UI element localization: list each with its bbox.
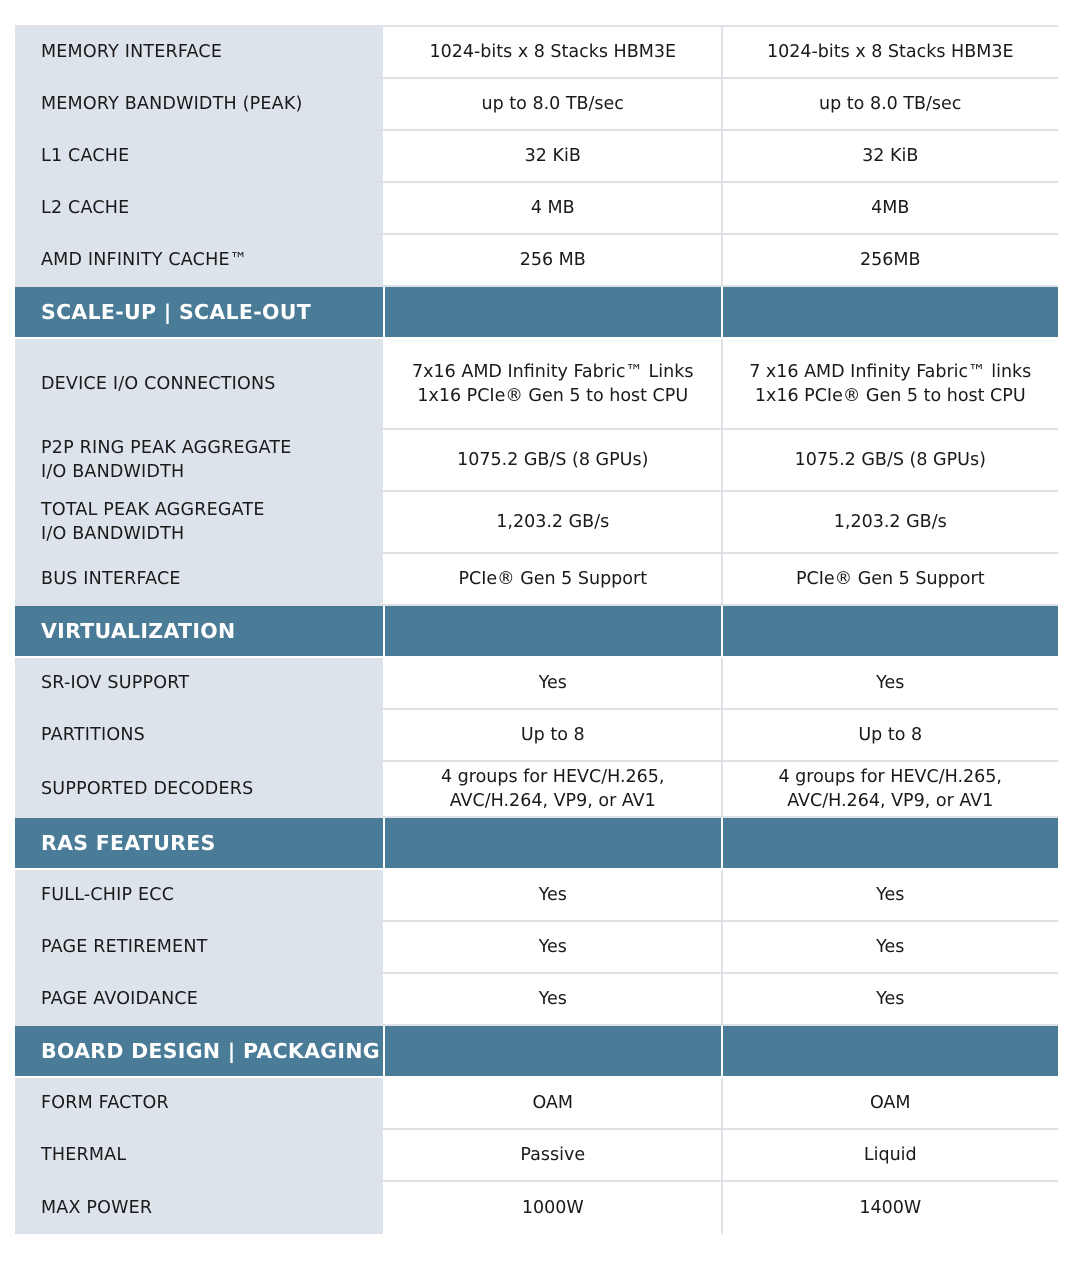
- value-col-1: 1000W: [385, 1182, 723, 1234]
- row-label: MEMORY INTERFACE: [15, 27, 385, 77]
- value-col-1: 1024-bits x 8 Stacks HBM3E: [385, 27, 723, 77]
- value-col-1: PCIe® Gen 5 Support: [385, 554, 723, 604]
- row-label: PAGE AVOIDANCE: [15, 974, 385, 1024]
- row-label: MEMORY BANDWIDTH (PEAK): [15, 79, 385, 129]
- row-label: MAX POWER: [15, 1182, 385, 1234]
- section-title: RAS FEATURES: [15, 818, 385, 868]
- table-row: [15, 1130, 1058, 1182]
- value-col-1: 256 MB: [385, 235, 723, 285]
- section-fill: [385, 818, 723, 868]
- spec-table: [15, 25, 1058, 1234]
- section-header: [15, 606, 1058, 658]
- value-col-1: 4 groups for HEVC/H.265, AVC/H.264, VP9, or AV1: [385, 762, 723, 816]
- value-col-2: Liquid: [863, 1145, 917, 1165]
- row-label: AMD INFINITY CACHE™: [15, 235, 385, 285]
- table-row: [15, 974, 1058, 1026]
- row-label: SUPPORTED DECODERS: [15, 762, 385, 816]
- table-row: [15, 870, 1058, 922]
- value-col-1: Yes: [385, 922, 723, 972]
- row-label: BUS INTERFACE: [15, 554, 385, 604]
- value-col-2: OAM: [869, 1093, 911, 1113]
- value-col-2: Yes: [876, 937, 905, 957]
- row-label: PARTITIONS: [15, 710, 385, 760]
- value-col-2: up to 8.0 TB/sec: [819, 94, 962, 114]
- table-row: [15, 430, 1058, 492]
- section-fill: [723, 606, 1059, 656]
- table-row: [15, 183, 1058, 235]
- value-col-1: Yes: [385, 658, 723, 708]
- table-row: [15, 922, 1058, 974]
- value-col-1: 32 KiB: [385, 131, 723, 181]
- section-fill: [723, 287, 1059, 337]
- value-col-2: Yes: [876, 989, 905, 1009]
- table-row: [15, 710, 1058, 762]
- table-row: [15, 1182, 1058, 1234]
- table-row: [15, 27, 1058, 79]
- value-col-1: up to 8.0 TB/sec: [385, 79, 723, 129]
- row-label: FULL-CHIP ECC: [15, 870, 385, 920]
- row-label: SR-IOV SUPPORT: [15, 658, 385, 708]
- table-row: [15, 235, 1058, 287]
- section-header: [15, 818, 1058, 870]
- table-row: [15, 762, 1058, 818]
- value-col-2: 1400W: [859, 1198, 922, 1218]
- section-title: SCALE-UP | SCALE-OUT: [15, 287, 385, 337]
- row-label: FORM FACTOR: [15, 1078, 385, 1128]
- table-row: [15, 79, 1058, 131]
- row-label: L1 CACHE: [15, 131, 385, 181]
- value-col-2: PCIe® Gen 5 Support: [795, 569, 985, 589]
- value-col-1: 1075.2 GB/S (8 GPUs): [385, 430, 723, 490]
- table-row: [15, 1078, 1058, 1130]
- value-col-2: 32 KiB: [862, 146, 919, 166]
- table-row: [15, 658, 1058, 710]
- value-col-1: 1,203.2 GB/s: [385, 492, 723, 552]
- section-header: [15, 287, 1058, 339]
- table-row: [15, 131, 1058, 183]
- value-col-1: Yes: [385, 870, 723, 920]
- table-row: [15, 554, 1058, 606]
- value-col-1: 7x16 AMD Infinity Fabric™ Links 1x16 PCIe® Gen 5 to host CPU: [385, 339, 723, 428]
- value-col-2: 1,203.2 GB/s: [833, 512, 947, 532]
- value-col-2: 1024-bits x 8 Stacks HBM3E: [766, 42, 1014, 62]
- value-col-2: Yes: [876, 885, 905, 905]
- value-col-1: 4 MB: [385, 183, 723, 233]
- value-col-2: 4MB: [871, 198, 910, 218]
- section-fill: [385, 606, 723, 656]
- value-col-1: OAM: [385, 1078, 723, 1128]
- value-col-1: Up to 8: [385, 710, 723, 760]
- section-fill: [723, 818, 1059, 868]
- section-title: VIRTUALIZATION: [15, 606, 385, 656]
- row-label: L2 CACHE: [15, 183, 385, 233]
- value-col-2: 7 x16 AMD Infinity Fabric™ links 1x16 PCIe® Gen 5 to host CPU: [749, 361, 1032, 406]
- value-col-1: Yes: [385, 974, 723, 1024]
- row-label: P2P RING PEAK AGGREGATE I/O BANDWIDTH: [15, 430, 385, 490]
- section-header: [15, 1026, 1058, 1078]
- table-row: [15, 492, 1058, 554]
- value-col-1: Passive: [385, 1130, 723, 1180]
- section-fill: [385, 287, 723, 337]
- row-label: TOTAL PEAK AGGREGATE I/O BANDWIDTH: [15, 492, 385, 552]
- value-col-2: 256MB: [859, 250, 921, 270]
- section-fill: [723, 1026, 1059, 1076]
- row-label: DEVICE I/O CONNECTIONS: [15, 339, 385, 428]
- value-col-2: Up to 8: [858, 725, 923, 745]
- section-fill: [385, 1026, 723, 1076]
- table-row: [15, 339, 1058, 430]
- value-col-2: Yes: [876, 673, 905, 693]
- section-title: BOARD DESIGN | PACKAGING: [15, 1026, 385, 1076]
- value-col-2: 1075.2 GB/S (8 GPUs): [794, 450, 986, 470]
- value-col-2: 4 groups for HEVC/H.265, AVC/H.264, VP9, or AV1: [778, 767, 1002, 811]
- row-label: THERMAL: [15, 1130, 385, 1180]
- row-label: PAGE RETIREMENT: [15, 922, 385, 972]
